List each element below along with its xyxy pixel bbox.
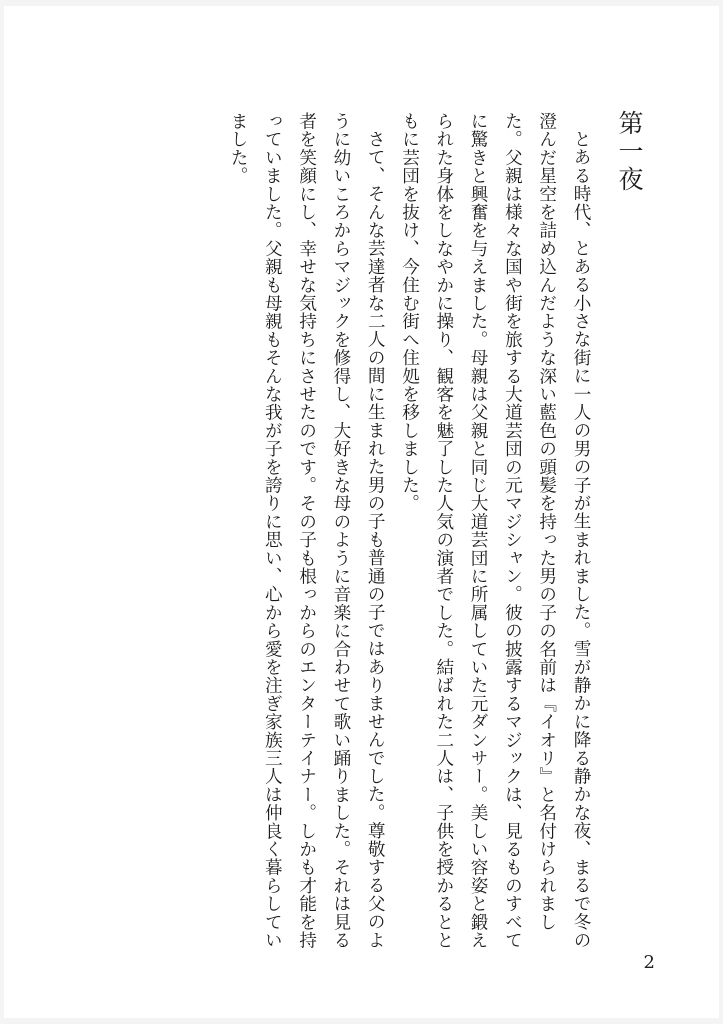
chapter-title: 第一夜 — [615, 110, 644, 194]
paragraph-2: さて、そんな芸達者な二人の間に生まれた男の子も普通の子ではありませんでした。尊敬する父のように幼いころからマジックを修得し、大好きな母のように音楽に合わせて歌い踊りました。それは見る者を笑顔にし、幸せな気持ちにさせたのです。その子も根っからのエンターテイナー。しかも才能を持っていました。父親も母親もそんな我が子を誇りに思い、心から愛を注ぎ家族三人は仲良く暮らしていました。 — [228, 112, 386, 950]
paragraph-1: とある時代、とある小さな街に一人の男の子が生まれました。雪が静かに降る静かな夜、まるで冬の澄んだ星空を詰め込んだような深い藍色の頭髪を持った男の子の名前は『イオリ』と名付けられました。父親は様々な国や街を旅する大道芸団の元マジシャン。彼の披露するマジックは、見るものすべてに驚きと興奮を与えました。母親は父親と同じ大道芸団に所属していた元ダンサー。美しい容姿と鍛えられた身体をしなやかに操り、観客を魅了した人気の演者でした。結ばれた二人は、子供を授かるとともに芸団を抜け、今住む街へ住処を移しました。 — [399, 112, 591, 950]
body-text — [221, 112, 598, 950]
page-number: 2 — [643, 952, 655, 973]
book-page — [4, 6, 719, 1018]
